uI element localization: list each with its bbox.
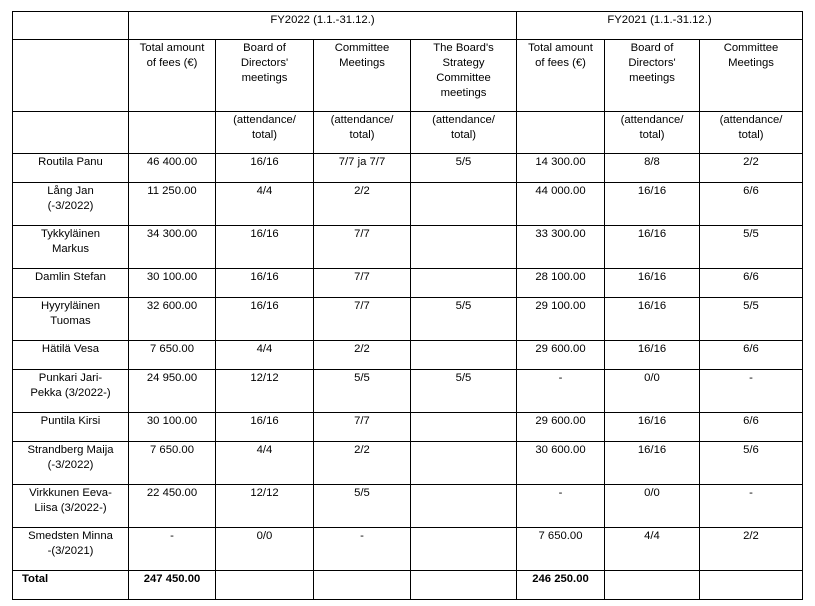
text-line: (-3/2022)	[47, 200, 94, 212]
table-row	[13, 485, 803, 528]
committee-2022-cell: 5/5	[314, 370, 411, 413]
table-row	[13, 183, 803, 226]
fee-2021-cell: 29 600.00	[517, 341, 605, 370]
total-fee-2021: 246 250.00	[517, 571, 605, 600]
fee-2021-cell: 30 600.00	[517, 442, 605, 485]
empty-cell	[517, 112, 605, 154]
strategy-2022-cell	[411, 341, 517, 370]
committee-2022-cell: 7/7	[314, 269, 411, 298]
text-line: The Board's	[433, 42, 494, 54]
member-name	[13, 298, 129, 341]
empty-cell	[314, 571, 411, 600]
member-name	[13, 485, 129, 528]
text-line: Puntila Kirsi	[40, 415, 101, 427]
member-name	[13, 183, 129, 226]
board-2022-cell: 4/4	[216, 442, 314, 485]
text-line: Tuomas	[50, 315, 91, 327]
empty-cell	[216, 571, 314, 600]
strategy-2022-cell	[411, 528, 517, 571]
table-row	[13, 413, 803, 442]
text-line: (attendance/	[432, 114, 495, 126]
board-2022-cell: 4/4	[216, 341, 314, 370]
committee-2021-cell: 5/5	[700, 226, 803, 269]
board-2021-cell: 0/0	[605, 370, 700, 413]
fee-2022-cell: 11 250.00	[129, 183, 216, 226]
empty-cell	[13, 112, 129, 154]
fee-2021-cell: 29 600.00	[517, 413, 605, 442]
committee-2021-cell: 6/6	[700, 183, 803, 226]
board-2021-cell: 4/4	[605, 528, 700, 571]
committee-2021-cell: 5/5	[700, 298, 803, 341]
text-line: Committee	[723, 42, 779, 54]
member-name	[13, 370, 129, 413]
empty-cell	[700, 571, 803, 600]
empty-cell	[605, 571, 700, 600]
text-line: Strandberg Maija	[27, 444, 114, 456]
strategy-2022-cell: 5/5	[411, 154, 517, 183]
strategy-2022-cell	[411, 226, 517, 269]
fy2021-header: FY2021 (1.1.-31.12.)	[517, 12, 803, 40]
committee-2022-cell: 7/7	[314, 413, 411, 442]
committee-2022-cell: -	[314, 528, 411, 571]
board-2021-cell: 0/0	[605, 485, 700, 528]
text-line: Pekka (3/2022-)	[30, 387, 111, 399]
text-line: Total amount	[528, 42, 593, 54]
text-line: total)	[639, 129, 665, 141]
board-2021-cell: 8/8	[605, 154, 700, 183]
board-2021-cell: 16/16	[605, 298, 700, 341]
committee-2022-cell: 7/7 ja 7/7	[314, 154, 411, 183]
text-line: meetings	[241, 72, 288, 84]
board-2021-cell: 16/16	[605, 442, 700, 485]
text-line: Markus	[51, 243, 90, 255]
committee-2021-cell: 6/6	[700, 413, 803, 442]
fee-2022-cell: 24 950.00	[129, 370, 216, 413]
committee-2021-cell: 6/6	[700, 341, 803, 370]
text-line: (-3/2022)	[47, 459, 94, 471]
text-line: Meetings	[728, 57, 774, 69]
text-line: of fees (€)	[535, 57, 586, 69]
fee-2021-cell: 14 300.00	[517, 154, 605, 183]
column-header-row	[13, 40, 803, 112]
text-line: total)	[738, 129, 764, 141]
strategy-header-2022	[411, 40, 517, 112]
strategy-2022-cell	[411, 413, 517, 442]
attendance-label	[411, 112, 517, 154]
empty-cell	[13, 40, 129, 112]
text-line: Board of	[243, 42, 286, 54]
board-2021-cell: 16/16	[605, 413, 700, 442]
strategy-2022-cell: 5/5	[411, 370, 517, 413]
committee-2022-cell: 2/2	[314, 183, 411, 226]
committee-2021-cell: 6/6	[700, 269, 803, 298]
text-line: Routila Panu	[38, 156, 103, 168]
board-2021-cell: 16/16	[605, 226, 700, 269]
text-line: -(3/2021)	[47, 545, 94, 557]
committee-2021-cell: -	[700, 370, 803, 413]
board-2022-cell: 12/12	[216, 370, 314, 413]
text-line: total)	[450, 129, 477, 141]
table-row	[13, 154, 803, 183]
empty-cell	[411, 571, 517, 600]
member-name	[13, 269, 129, 298]
empty-cell	[129, 112, 216, 154]
text-line: Committee	[436, 72, 491, 84]
text-line: Virkkunen Eeva-	[29, 487, 112, 499]
fee-2022-cell: -	[129, 528, 216, 571]
table-row	[13, 298, 803, 341]
fee-2021-cell: 7 650.00	[517, 528, 605, 571]
attendance-label	[216, 112, 314, 154]
committee-2021-cell: -	[700, 485, 803, 528]
total-row	[13, 571, 803, 600]
strategy-2022-cell	[411, 442, 517, 485]
fee-2021-cell: 44 000.00	[517, 183, 605, 226]
committee-2022-cell: 7/7	[314, 298, 411, 341]
text-line: Smedsten Minna	[28, 530, 113, 542]
committee-2021-cell: 2/2	[700, 154, 803, 183]
table-row	[13, 226, 803, 269]
fee-2022-cell: 7 650.00	[129, 442, 216, 485]
table-row	[13, 442, 803, 485]
fee-2021-cell: 28 100.00	[517, 269, 605, 298]
table-row	[13, 341, 803, 370]
fee-2021-cell: -	[517, 485, 605, 528]
board-2022-cell: 12/12	[216, 485, 314, 528]
empty-cell	[13, 12, 129, 40]
board-2021-cell: 16/16	[605, 269, 700, 298]
text-line: (attendance/	[233, 114, 296, 126]
text-line: Damlin Stefan	[35, 271, 106, 283]
fee-2021-cell: -	[517, 370, 605, 413]
table-row	[13, 528, 803, 571]
fees-header-2022	[129, 40, 216, 112]
board-2022-cell: 16/16	[216, 226, 314, 269]
text-line: (attendance/	[620, 114, 684, 126]
board-header-2021	[605, 40, 700, 112]
text-line: Meetings	[339, 57, 385, 69]
member-name	[13, 226, 129, 269]
text-line: Total amount	[139, 42, 205, 54]
text-line: meetings	[440, 87, 487, 99]
text-line: Hätilä Vesa	[41, 343, 100, 355]
year-header-row	[13, 12, 803, 40]
text-line: Directors'	[240, 57, 289, 69]
committee-header-2021	[700, 40, 803, 112]
text-line: Punkari Jari-	[38, 372, 103, 384]
committee-2022-cell: 5/5	[314, 485, 411, 528]
text-line: Lång Jan	[47, 185, 94, 197]
board-2022-cell: 16/16	[216, 413, 314, 442]
member-name	[13, 413, 129, 442]
member-name	[13, 154, 129, 183]
table-row	[13, 269, 803, 298]
fees-header-2021	[517, 40, 605, 112]
table-row	[13, 370, 803, 413]
text-line: Committee	[334, 42, 390, 54]
member-name	[13, 528, 129, 571]
text-line: Strategy	[442, 57, 485, 69]
fees-attendance-table	[12, 11, 803, 600]
board-2021-cell: 16/16	[605, 341, 700, 370]
fee-2021-cell: 33 300.00	[517, 226, 605, 269]
fee-2022-cell: 46 400.00	[129, 154, 216, 183]
strategy-2022-cell	[411, 485, 517, 528]
text-line: (attendance/	[719, 114, 783, 126]
committee-2022-cell: 2/2	[314, 341, 411, 370]
committee-2021-cell: 2/2	[700, 528, 803, 571]
board-2022-cell: 16/16	[216, 269, 314, 298]
total-label: Total	[13, 571, 129, 600]
board-2022-cell: 16/16	[216, 298, 314, 341]
text-line: total)	[349, 129, 375, 141]
fee-2022-cell: 30 100.00	[129, 413, 216, 442]
attendance-label	[700, 112, 803, 154]
text-line: Liisa (3/2022-)	[34, 502, 107, 514]
text-line: total)	[251, 129, 278, 141]
strategy-2022-cell	[411, 183, 517, 226]
text-line: meetings	[629, 72, 675, 84]
fee-2022-cell: 32 600.00	[129, 298, 216, 341]
board-2022-cell: 16/16	[216, 154, 314, 183]
committee-2021-cell: 5/6	[700, 442, 803, 485]
text-line: Directors'	[628, 57, 676, 69]
fee-2022-cell: 30 100.00	[129, 269, 216, 298]
board-header-2022	[216, 40, 314, 112]
fee-2022-cell: 34 300.00	[129, 226, 216, 269]
board-2021-cell: 16/16	[605, 183, 700, 226]
text-line: of fees (€)	[146, 57, 198, 69]
attendance-label	[605, 112, 700, 154]
board-2022-cell: 0/0	[216, 528, 314, 571]
fy2022-header: FY2022 (1.1.-31.12.)	[129, 12, 517, 40]
attendance-label	[314, 112, 411, 154]
committee-2022-cell: 2/2	[314, 442, 411, 485]
fee-2021-cell: 29 100.00	[517, 298, 605, 341]
text-line: Tykkyläinen	[40, 228, 101, 240]
strategy-2022-cell: 5/5	[411, 298, 517, 341]
committee-2022-cell: 7/7	[314, 226, 411, 269]
attendance-row	[13, 112, 803, 154]
text-line: Hyyryläinen	[40, 300, 101, 312]
member-name	[13, 341, 129, 370]
fee-2022-cell: 7 650.00	[129, 341, 216, 370]
member-name	[13, 442, 129, 485]
strategy-2022-cell	[411, 269, 517, 298]
text-line: (attendance/	[330, 114, 394, 126]
total-fee-2022: 247 450.00	[129, 571, 216, 600]
committee-header-2022	[314, 40, 411, 112]
text-line: Board of	[630, 42, 674, 54]
fee-2022-cell: 22 450.00	[129, 485, 216, 528]
board-2022-cell: 4/4	[216, 183, 314, 226]
